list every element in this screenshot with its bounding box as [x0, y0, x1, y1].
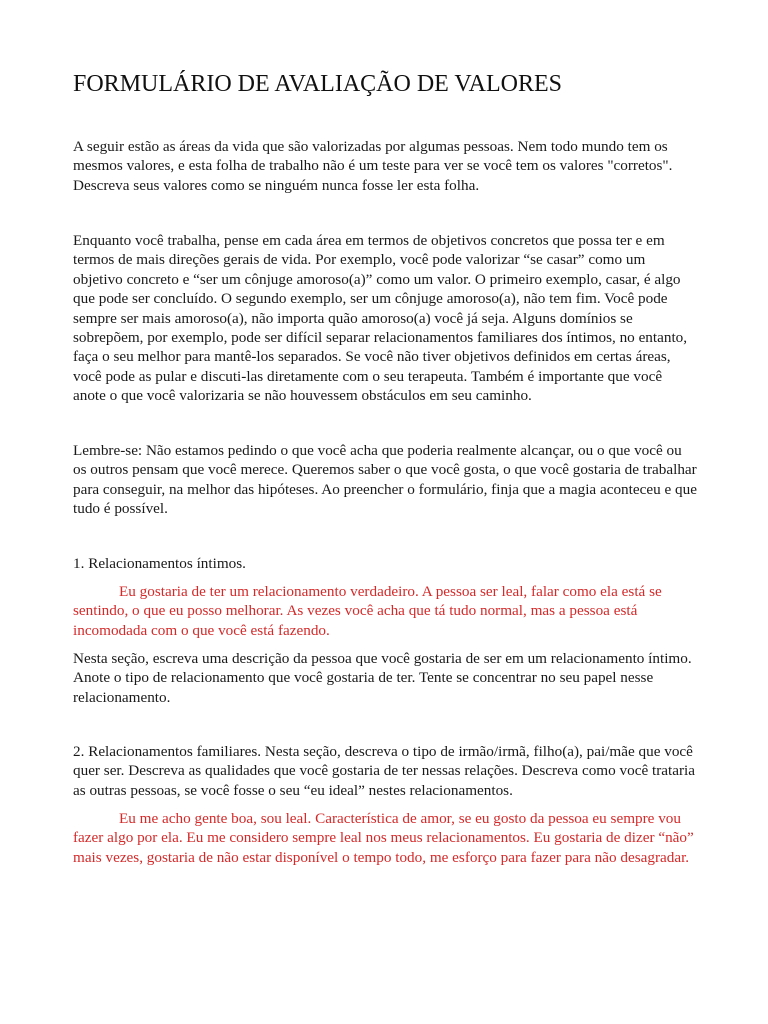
instructions-paragraph: Enquanto você trabalha, pense em cada área em termos de objetivos concretos que possa ter e em termos de mais direções gerais de vida. Por exemplo, você pode valorizar “se casar” como um objetivo concreto e “ser um cônjuge amoroso(a)” como um valor. O primeiro exemplo, casar, é algo que pode ser concluído. O segundo exemplo, ser um cônjuge amoroso(a), não tem fim. Você pode sempre ser mais amoroso(a), não importa quão amoroso(a) você já seja. Alguns domínios se sobrepõem, por exemplo, pode ser difícil separar relacionamentos familiares dos íntimos, no entanto, faça o seu melhor para mantê-los separados. Se você não tiver objetivos definidos em certas áreas, você pode as pular e discuti-las diretamente com o seu terapeuta. Também é importante que você anote o que você valorizaria se não houvessem obstáculos em seu caminho. [73, 232, 688, 405]
section-1-heading: 1. Relacionamentos íntimos. [73, 555, 246, 572]
section-2-answer[interactable]: Eu me acho gente boa, sou leal. Característica de amor, se eu gosto da pessoa eu sempre vou fazer algo por ela. Eu me considero sempre leal nos meus relacionamentos. Eu gostaria de dizer “não” mais vezes, gostaria de não estar disponível o tempo todo, me esforço para fazer para não desagradar. [73, 810, 694, 866]
intro-paragraph: A seguir estão as áreas da vida que são valorizadas por algumas pessoas. Nem todo mundo tem os mesmos valores, e esta folha de trabalho não é um teste para ver se você tem os valores "corretos". Descreva seus valores como se ninguém nunca fosse ler esta folha. [73, 138, 673, 194]
reminder-paragraph: Lembre-se: Não estamos pedindo o que você acha que poderia realmente alcançar, ou o que você ou os outros pensam que você merece. Queremos saber o que você gosta, o que você gostaria de trabalhar para conseguir, na melhor das hipóteses. Ao preencher o formulário, finja que a magia aconteceu e que tudo é possível. [73, 442, 697, 518]
page-title: FORMULÁRIO DE AVALIAÇÃO DE VALORES [73, 71, 562, 97]
section-1-answer[interactable]: Eu gostaria de ter um relacionamento verdadeiro. A pessoa ser leal, falar como ela está se sentindo, o que eu posso melhorar. As vezes você acha que tá tudo normal, mas a pessoa está incomodada com o que você está fazendo. [73, 583, 662, 639]
section-2-heading: 2. Relacionamentos familiares. Nesta seção, descreva o tipo de irmão/irmã, filho(a), pai/mãe que você quer ser. Descreva as qualidades que você gostaria de ter nessas relações. Descreva como você trataria as outras pessoas, se você fosse o seu “eu ideal” nestes relacionamentos. [73, 743, 695, 799]
section-1-prompt: Nesta seção, escreva uma descrição da pessoa que você gostaria de ser em um relacionamento íntimo. Anote o tipo de relacionamento que você gostaria de ter. Tente se concentrar no seu papel nesse relacionamento. [73, 650, 692, 706]
